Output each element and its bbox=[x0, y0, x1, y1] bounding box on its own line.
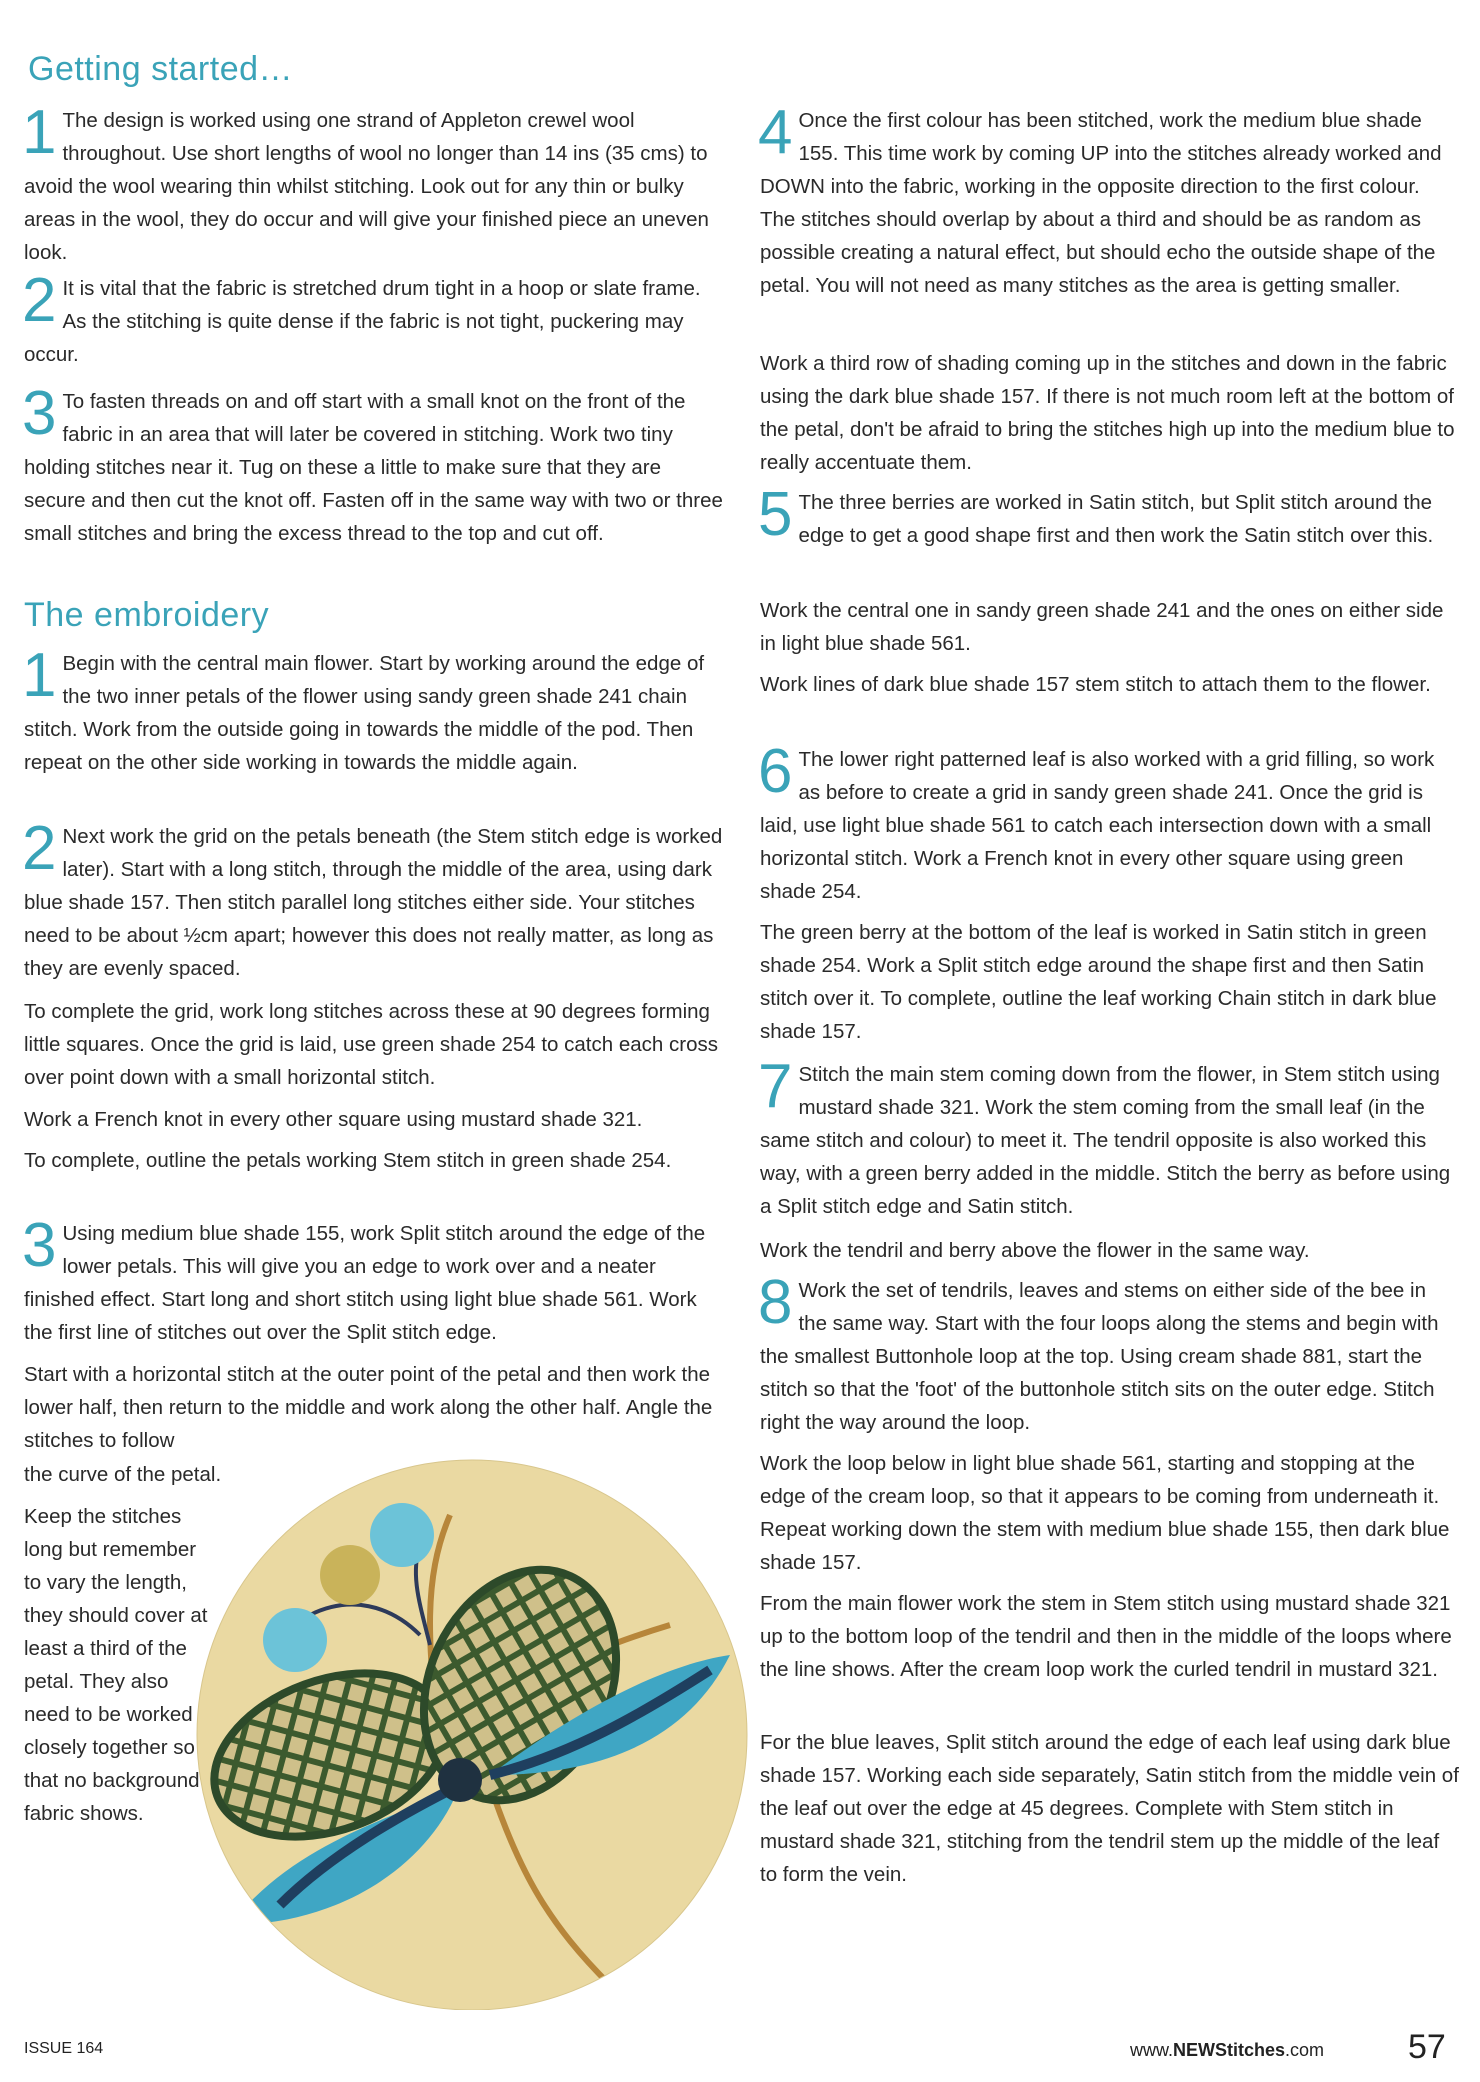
step-number: 3 bbox=[22, 1211, 57, 1280]
em-step-2 bbox=[22, 814, 724, 985]
step-number: 4 bbox=[758, 98, 793, 167]
heading-the-embroidery: The embroidery bbox=[24, 596, 270, 634]
gs-step-3 bbox=[22, 379, 724, 550]
step-number: 5 bbox=[758, 480, 793, 549]
step-text: Begin with the central main flower. Start by working around the edge of the two inner petals of the flower using sandy green shade 241 chain stitch. Work from the outside going in towards the middle of the pod. Then repeat on the other side working in towards the middle again. bbox=[24, 652, 705, 774]
step-number: 3 bbox=[22, 379, 57, 448]
step-text: Using medium blue shade 155, work Split stitch around the edge of the lower petals. This will give you an edge to work over and a neater finished effect. Start long and short stitch using light blue shade 561. Work the first line of stitches out over the Split stitch edge. bbox=[24, 1222, 706, 1344]
em-step-4 bbox=[758, 98, 1460, 302]
em-step-8b: Work the loop below in light blue shade 561, starting and stopping at the edge of the cream loop, so that it appears to be coming from underneath it. Repeat working down the stem with medium blue shade 155, then dark blue shade 157. bbox=[760, 1452, 1450, 1574]
em-step-5b: Work the central one in sandy green shade 241 and the ones on either side in light blue shade 561. bbox=[760, 599, 1444, 655]
em-step-3 bbox=[22, 1211, 724, 1349]
step-text: To fasten threads on and off start with a small knot on the front of the fabric in an area that will later be covered in stitching. Work two tiny holding stitches near it. Tug on these a little to make sure that they are secure and then cut the knot off. Fasten off in the same way with two or three small stitches and bring the excess thread to the top and cut off. bbox=[24, 390, 723, 545]
em-step-3c: the curve of the petal. bbox=[24, 1463, 222, 1486]
step-text: Once the first colour has been stitched, work the medium blue shade 155. This time work by coming UP into the stitches already worked and DOWN into the fabric, working in the opposite direction to the first colour. The stitches should overlap by about a third and should be as random as possible creating a natural effect, but should echo the outside shape of the petal. You will not need as many stitches as the area is getting smaller. bbox=[760, 109, 1442, 297]
website-url bbox=[1130, 2040, 1324, 2082]
em-step-5 bbox=[758, 480, 1460, 552]
em-step-2b: To complete the grid, work long stitches across these at 90 degrees forming little squares. Once the grid is laid, use green shade 254 to catch each cross over point down with a small horizontal stitch. bbox=[24, 1000, 718, 1089]
step-number: 1 bbox=[22, 98, 57, 167]
site-suffix: .com bbox=[1285, 2040, 1325, 2060]
em-step-6b: The green berry at the bottom of the leaf is worked in Satin stitch in green shade 254. Work a Split stitch edge around the shape first and then Satin stitch over it. To complete, outline the leaf working Chain stitch in dark blue shade 157. bbox=[760, 921, 1437, 1043]
gs-step-1 bbox=[22, 98, 724, 269]
em-step-7 bbox=[758, 1052, 1460, 1223]
em-step-3b: Start with a horizontal stitch at the outer point of the petal and then work the lower half, then return to the middle and work along the other half. Angle the stitches to follow bbox=[24, 1363, 713, 1452]
em-step-1 bbox=[22, 641, 724, 779]
step-text: The three berries are worked in Satin stitch, but Split stitch around the edge to get a good shape first and then work the Satin stitch over this. bbox=[798, 491, 1434, 547]
em-step-5c: Work lines of dark blue shade 157 stem stitch to attach them to the flower. bbox=[760, 673, 1431, 696]
step-text: It is vital that the fabric is stretched drum tight in a hoop or slate frame. As the stitching is quite dense if the fabric is not tight, puckering may occur. bbox=[24, 277, 701, 366]
gs-step-2 bbox=[22, 266, 724, 371]
step-text: Stitch the main stem coming down from the flower, in Stem stitch using mustard shade 321. Work the stem coming from the small leaf (in the same stitch and colour) to meet it. The tendril opposite is also worked this way, with a green berry added in the middle. Stitch the berry as before using a Split stitch edge and Satin stitch. bbox=[760, 1063, 1451, 1218]
embroidery-photo bbox=[190, 1455, 755, 2010]
em-step-7b: Work the tendril and berry above the flower in the same way. bbox=[760, 1239, 1310, 1262]
em-step-2c: Work a French knot in every other square using mustard shade 321. bbox=[24, 1108, 643, 1131]
page-number: 57 bbox=[1408, 2028, 1446, 2066]
em-step-3d: Keep the stitches long but remember to vary the length, they should cover at least a third of the petal. They also need to be worked closely together so that no background fabric shows. bbox=[24, 1505, 208, 1825]
em-step-2d: To complete, outline the petals working Stem stitch in green shade 254. bbox=[24, 1149, 672, 1172]
step-text: Next work the grid on the petals beneath (the Stem stitch edge is worked later). Start with a long stitch, through the middle of the area, using dark blue shade 157. Then stitch parallel long stitches either side. Your stitches need to be about ½cm apart; however this does not really matter, as long as they are evenly spaced. bbox=[24, 825, 723, 980]
site-prefix: www. bbox=[1130, 2040, 1174, 2060]
step-text: The design is worked using one strand of Appleton crewel wool throughout. Use short lengths of wool no longer than 14 ins (35 cms) to avoid the wool wearing thin whilst stitching. Look out for any thin or bulky areas in the wool, they do occur and will give your finished piece an uneven look. bbox=[24, 109, 709, 264]
issue-label: ISSUE 164 bbox=[24, 2040, 104, 2057]
step-text: Work the set of tendrils, leaves and stems on either side of the bee in the same way. Start with the four loops along the stems and begin with the smallest Buttonhole loop at the top. Using cream shade 881, start the stitch so that the 'foot' of the buttonhole stitch sits on the outer edge. Stitch right the way around the loop. bbox=[760, 1279, 1439, 1434]
step-number: 8 bbox=[758, 1268, 793, 1337]
step-number: 6 bbox=[758, 737, 793, 806]
heading-getting-started: Getting started… bbox=[28, 50, 294, 88]
step-number: 1 bbox=[22, 641, 57, 710]
em-step-8 bbox=[758, 1268, 1460, 1439]
step-number: 2 bbox=[22, 266, 57, 335]
step-number: 7 bbox=[758, 1052, 793, 1121]
step-text: The lower right patterned leaf is also worked with a grid filling, so work as before to create a grid in sandy green shade 241. Once the grid is laid, use light blue shade 561 to catch each intersection down with a small horizontal stitch. Work a French knot in every other square using green shade 254. bbox=[760, 748, 1435, 903]
step-number: 2 bbox=[22, 814, 57, 883]
site-brand: NEWStitches bbox=[1173, 2040, 1286, 2060]
em-step-4b: Work a third row of shading coming up in the stitches and down in the fabric using the dark blue shade 157. If there is not much room left at the bottom of the petal, don't be afraid to bring the stitches high up into the medium blue to really accentuate them. bbox=[760, 352, 1455, 474]
em-step-6 bbox=[758, 737, 1460, 908]
em-step-8c: From the main flower work the stem in Stem stitch using mustard shade 321 up to the bottom loop of the tendril and then in the middle of the loops where the line shows. After the cream loop work the curled tendril in mustard 321. bbox=[760, 1592, 1452, 1681]
em-step-8d: For the blue leaves, Split stitch around the edge of each leaf using dark blue shade 157. Working each side separately, Satin stitch from the middle vein of the leaf out over the edge at 45 degrees. Complete with Stem stitch in mustard shade 321, stitching from the tendril stem up the middle of the leaf to form the vein. bbox=[760, 1731, 1459, 1886]
